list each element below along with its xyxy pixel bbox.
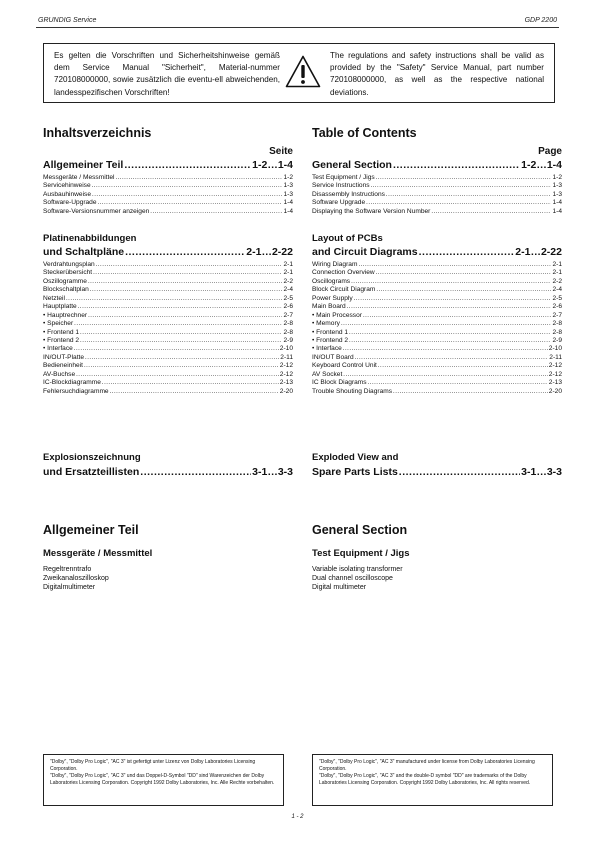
toc-item[interactable]: IN/OUT-Platte ..... 2-11 [43, 354, 293, 362]
toc-section-pages: 2-1…2-22 [515, 246, 562, 258]
toc-item[interactable]: • Hauptrechner ..... 2-7 [43, 312, 293, 320]
header-model: GDP 2200 [524, 17, 557, 24]
general-section-subtitle: Messgeräte / Messmittel [43, 548, 153, 559]
toc-list [312, 174, 562, 216]
toc-item[interactable]: Connection Overview ..... 2-1 [312, 269, 562, 277]
general-section-title: General Section [312, 523, 408, 537]
toc-item[interactable]: AV-Buchse ..... 2-12 [43, 371, 293, 379]
toc-section-heading [43, 466, 293, 478]
toc-section-title: und Schaltpläne [43, 246, 125, 258]
safety-notice-english: The regulations and safety instructions shall be valid as provided by the "Safety" Service Manual, part number 720108000000, as well as the respective national deviations. [330, 51, 544, 97]
toc-item[interactable]: Power Supply ..... 2-5 [312, 295, 562, 303]
toc-title: Table of Contents [312, 126, 417, 140]
toc-item[interactable]: Main Board ..... 2-6 [312, 303, 562, 311]
toc-item[interactable]: • Frontend 1 ..... 2-8 [312, 329, 562, 337]
toc-item[interactable]: Test Equipment / Jigs ..... 1-2 [312, 174, 562, 182]
equipment-item: Digitalmultimeter [43, 584, 96, 591]
toc-section-title: Layout of PCBs [312, 233, 383, 244]
toc-item[interactable]: Block Circuit Diagram ..... 2-4 [312, 286, 562, 294]
toc-item[interactable]: Steckerübersicht ..... 2-1 [43, 269, 293, 277]
toc-item[interactable]: Service Instructions ..... 1-3 [312, 182, 562, 190]
toc-item[interactable]: Trouble Shouting Diagrams ..... 2-20 [312, 388, 562, 396]
header-rule [36, 27, 559, 28]
footnote-line: "Dolby", "Dolby Pro Logic", "AC 3" ist gefertigt unter Lizenz von Dolby Laboratories Licensing Corporation. [50, 759, 256, 772]
warning-triangle-icon [285, 55, 321, 88]
toc-item[interactable]: Verdrahtungsplan ..... 2-1 [43, 261, 293, 269]
toc-item[interactable]: Ausbauhinweise ..... 1-3 [43, 191, 293, 199]
toc-item[interactable]: Software-Versionsnummer anzeigen ..... 1-4 [43, 208, 293, 216]
toc-section-title: Spare Parts Lists [312, 466, 398, 478]
toc-item[interactable]: IC-Blockdiagramme ..... 2-13 [43, 379, 293, 387]
toc-item[interactable]: Hauptplatte ..... 2-6 [43, 303, 293, 311]
page-number: 1 - 2 [291, 814, 304, 820]
toc-section-heading [312, 159, 562, 171]
toc-item[interactable]: Software-Upgrade ..... 1-4 [43, 199, 293, 207]
toc-item[interactable]: Keyboard Control Unit ..... 2-12 [312, 362, 562, 370]
toc-section-title: Allgemeiner Teil [43, 159, 124, 171]
toc-item[interactable]: Software Upgrade ..... 1-4 [312, 199, 562, 207]
toc-item[interactable]: • Memory ..... 2-8 [312, 320, 562, 328]
toc-item[interactable]: • Speicher ..... 2-8 [43, 320, 293, 328]
toc-item[interactable]: • Frontend 2 ..... 2-9 [312, 337, 562, 345]
general-section-subtitle: Test Equipment / Jigs [312, 548, 410, 559]
footnote-line: "Dolby", "Dolby Pro Logic", "AC 3" manufactured under license from Dolby Laboratories Licensing Corporation. [319, 759, 535, 772]
toc-item[interactable]: AV Socket ..... 2-12 [312, 371, 562, 379]
toc-item[interactable]: IN/OUT Board ..... 2-11 [312, 354, 562, 362]
toc-item[interactable]: • Main Processor ..... 2-7 [312, 312, 562, 320]
toc-item[interactable]: Fehlersuchdiagramme ..... 2-20 [43, 388, 293, 396]
toc-section-heading [312, 466, 562, 478]
equipment-item: Dual channel oscilloscope [312, 575, 393, 582]
toc-section-pages: 3-1…3-3 [521, 466, 562, 478]
page-column-label: Seite [269, 146, 293, 157]
toc-list [43, 174, 293, 216]
toc-section-title: Explosionszeichnung [43, 452, 141, 463]
safety-notice-german: Es gelten die Vorschriften und Sicherheitshinweise gemäß dem Service Manual "Sicherheit", Material-nummer 720108000000, sowie zusätzlich die eventu-ell abweichenden, landesspezifischen Vorschriften! [54, 51, 280, 97]
toc-item[interactable]: Wiring Diagram ..... 2-1 [312, 261, 562, 269]
toc-item[interactable]: • Frontend 2 ..... 2-9 [43, 337, 293, 345]
toc-section-title: and Circuit Diagrams [312, 246, 418, 258]
toc-section-title: General Section [312, 159, 392, 171]
toc-section-heading [43, 246, 293, 258]
safety-notice-box [43, 43, 555, 103]
toc-item[interactable]: • Interface ..... 2-10 [43, 345, 293, 353]
toc-section-pages: 3-1…3-3 [252, 466, 293, 478]
toc-item[interactable]: Disassembly Instructions ..... 1-3 [312, 191, 562, 199]
dolby-footnote-german [43, 754, 284, 806]
toc-section-title: und Ersatzteillisten [43, 466, 140, 478]
toc-item[interactable]: Blockschaltplan ..... 2-4 [43, 286, 293, 294]
equipment-item: Zweikanaloszilloskop [43, 575, 109, 582]
equipment-item: Regeltrenntrafo [43, 566, 92, 573]
toc-item[interactable]: Netzteil ..... 2-5 [43, 295, 293, 303]
footnote-line: "Dolby", "Dolby Pro Logic", "AC 3" und das Doppel-D-Symbol "DD" sind Warenzeichen der Dolby Laboratories Licensing Corporation. Copyright 1992 Dolby Laboratories, Inc. Alle Rechte vorbehalten. [50, 773, 275, 786]
footnote-line: "Dolby", "Dolby Pro Logic", "AC 3" and the double-D symbol "DD" are trademarks of the Dolby Laboratories Licensing Corporation. Copyright 1992 Dolby Laboratories, Inc. All rights reserved. [319, 773, 531, 786]
header-brand: GRUNDIG Service [38, 17, 97, 24]
equipment-item: Variable isolating transformer [312, 566, 403, 573]
toc-item[interactable]: Displaying the Software Version Number ..... 1-4 [312, 208, 562, 216]
toc-title: Inhaltsverzeichnis [43, 126, 152, 140]
toc-item[interactable]: Bedieneinheit ..... 2-12 [43, 362, 293, 370]
toc-list [312, 261, 562, 396]
toc-section-pages: 2-1…2-22 [246, 246, 293, 258]
toc-item[interactable]: • Frontend 1 ..... 2-8 [43, 329, 293, 337]
toc-list [43, 261, 293, 396]
toc-item[interactable]: Servicehinweise ..... 1-3 [43, 182, 293, 190]
toc-section-pages: 1-2…1-4 [521, 159, 562, 171]
dolby-footnote-english [312, 754, 553, 806]
toc-item[interactable]: Messgeräte / Messmittel ..... 1-2 [43, 174, 293, 182]
equipment-item: Digital multimeter [312, 584, 367, 591]
toc-item[interactable]: Oszillogramme ..... 2-2 [43, 278, 293, 286]
toc-item[interactable]: IC Block Diagrams ..... 2-13 [312, 379, 562, 387]
toc-item[interactable]: • Interface ..... 2-10 [312, 345, 562, 353]
toc-section-pages: 1-2…1-4 [252, 159, 293, 171]
toc-section-heading [312, 246, 562, 258]
general-section-title: Allgemeiner Teil [43, 523, 139, 537]
equipment-list [43, 565, 109, 592]
page-column-label: Page [538, 146, 562, 157]
toc-section-heading [43, 159, 293, 171]
toc-item[interactable]: Oscillograms ..... 2-2 [312, 278, 562, 286]
toc-section-title: Platinenabbildungen [43, 233, 137, 244]
equipment-list [312, 565, 403, 592]
toc-section-title: Exploded View and [312, 452, 399, 463]
